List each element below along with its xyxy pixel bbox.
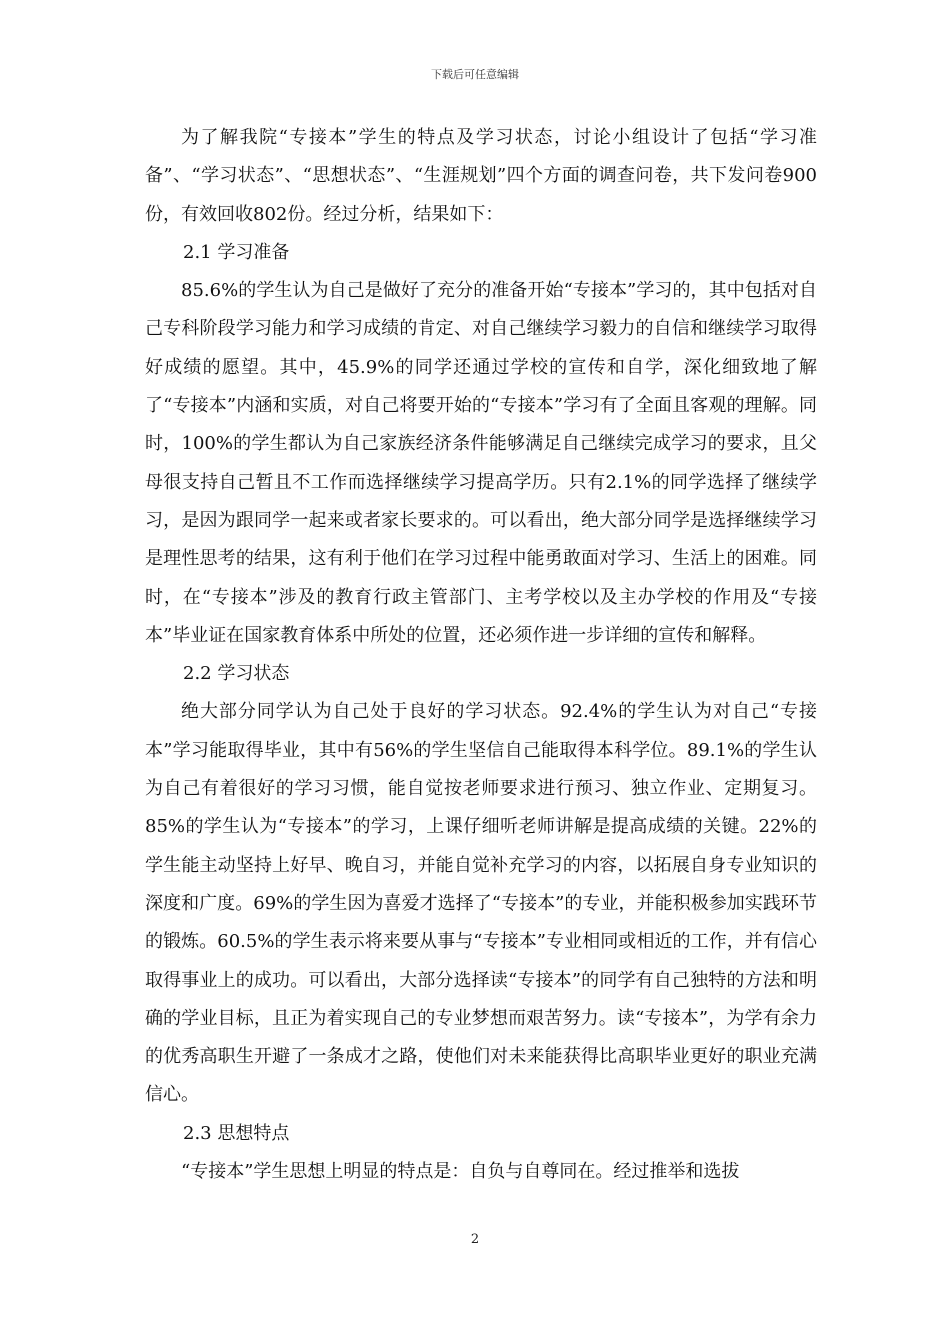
section-heading-2-3: 2.3 思想特点	[183, 1122, 290, 1144]
page-header-note: 下载后可任意编辑	[431, 68, 519, 81]
intro-paragraph: 为了解我院“专接本”学生的特点及学习状态，讨论小组设计了包括“学习准备”、“学习状态”、“思想状态”、“生涯规划”四个方面的调查问卷，共下发问卷900份，有效回收802份。经过分析，结果如下：	[145, 127, 817, 225]
section-2-1-paragraph: 85.6%的学生认为自己是做好了充分的准备开始“专接本”学习的，其中包括对自己专科阶段学习能力和学习成绩的肯定、对自己继续学习毅力的自信和继续学习取得好成绩的愿望。其中，45.9%的同学还通过学校的宣传和自学，深化细致地了解了“专接本”内涵和实质，对自己将要开始的“专接本”学习有了全面且客观的理解。同时，100%的学生都认为自己家族经济条件能够满足自己继续完成学习的要求，且父母很支持自己暂且不工作而选择继续学习提高学历。只有2.1%的同学选择了继续学习，是因为跟同学一起来或者家长要求的。可以看出，绝大部分同学是选择继续学习是理性思考的结果，这有利于他们在学习过程中能勇敢面对学习、生活上的困难。同时，在“专接本”涉及的教育行政主管部门、主考学校以及主办学校的作用及“专接本”毕业证在国家教育体系中所处的位置，还必须作进一步详细的宣传和解释。	[145, 280, 817, 646]
page-number: 2	[470, 1232, 480, 1247]
section-heading-2-1: 2.1 学习准备	[183, 241, 290, 263]
section-2-2-paragraph: 绝大部分同学认为自己处于良好的学习状态。92.4%的学生认为对自己“专接本”学习能取得毕业，其中有56%的学生坚信自己能取得本科学位。89.1%的学生认为自己有着很好的学习习惯，能自觉按老师要求进行预习、独立作业、定期复习。85%的学生认为“专接本”的学习，上课仔细听老师讲解是提高成绩的关键。22%的学生能主动坚持上好早、晚自习，并能自觉补充学习的内容，以拓展自身专业知识的深度和广度。69%的学生因为喜爱才选择了“专接本”的专业，并能积极参加实践环节的锻炼。60.5%的学生表示将来要从事与“专接本”专业相同或相近的工作，并有信心取得事业上的成功。可以看出，大部分选择读“专接本”的同学有自己独特的方法和明确的学业目标，且正为着实现自己的专业梦想而艰苦努力。读“专接本”，为学有余力的优秀高职生开避了一条成才之路，使他们对未来能获得比高职毕业更好的职业充满信心。	[145, 701, 817, 1106]
document-body	[145, 119, 817, 1191]
section-2-3-paragraph: “专接本”学生思想上明显的特点是：自负与自尊同在。经过推举和选拔	[181, 1161, 740, 1183]
section-heading-2-2: 2.2 学习状态	[183, 663, 290, 685]
